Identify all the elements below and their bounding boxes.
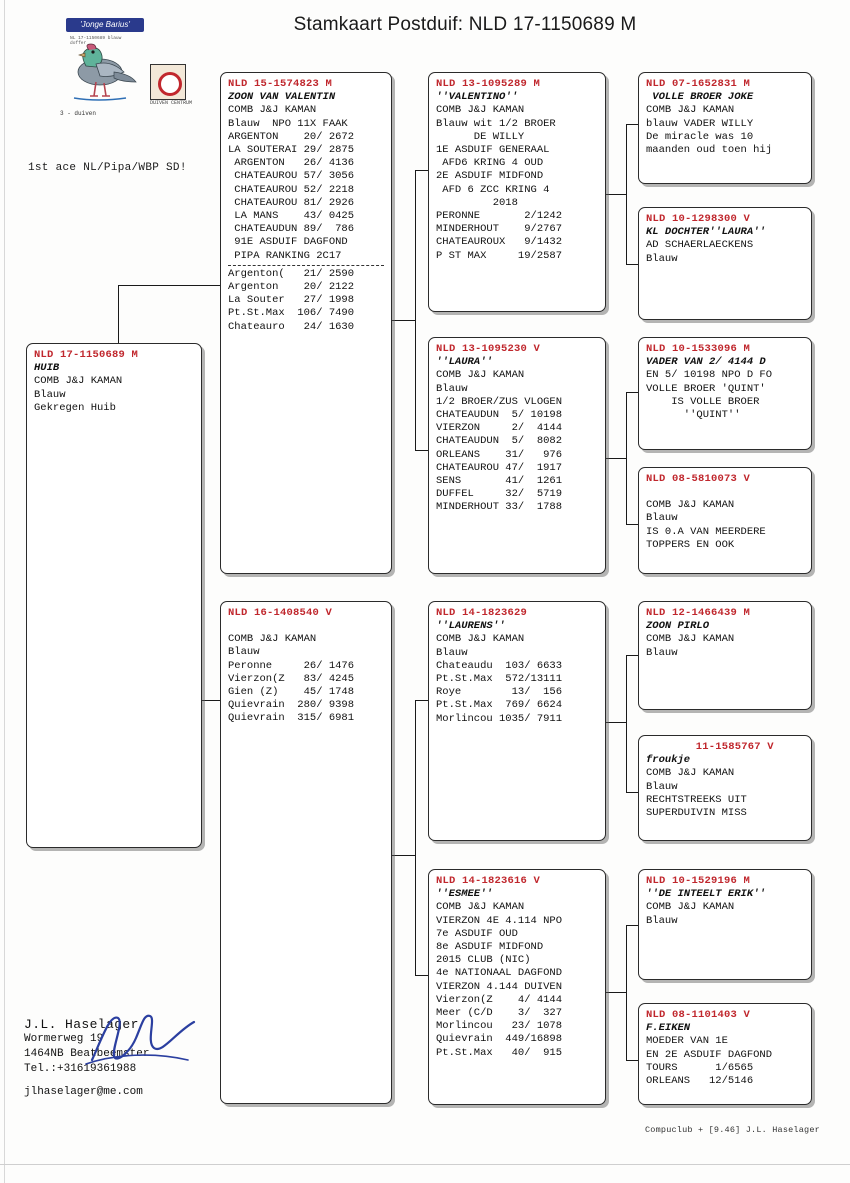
card-greatgrandparent-3[interactable]	[638, 337, 812, 450]
card-sire-line-4: ARGENTON 26/ 4136	[228, 157, 355, 170]
card-sire[interactable]	[220, 72, 392, 574]
card-sire-line2-2: La Souter 27/ 1998	[228, 294, 355, 307]
card-sire-line2-1: Argenton 20/ 2122	[228, 281, 355, 294]
card-gp3-line-4: Roye 13/ 156	[436, 686, 563, 699]
card-ggp3-line-2: IS VOLLE BROER	[646, 395, 760, 408]
card-ggp2-ring: NLD 10-1298300 V	[646, 213, 751, 225]
card-gp1-line-8: PERONNE 2/1242	[436, 210, 563, 223]
card-subject-line-2: Gekregen Huib	[34, 401, 116, 414]
card-greatgrandparent-6[interactable]	[638, 735, 812, 841]
card-gp1-line-3: 1E ASDUIF GENERAAL	[436, 144, 550, 157]
breeder-phone: Tel.:+31619361988	[24, 1063, 137, 1075]
card-sire-line-10: 91E ASDUIF DAGFOND	[228, 236, 348, 249]
card-gp3-line-0: COMB J&J KAMAN	[436, 633, 525, 646]
card-greatgrandparent-2[interactable]	[638, 207, 812, 320]
card-gp3-line-6: Morlincou 1035/ 7911	[436, 712, 563, 725]
logo-caption: NL 17-1150689 blauw doffer	[70, 36, 122, 46]
card-dam-line-1: Blauw	[228, 646, 260, 659]
card-ggp8-nick: F.EIKEN	[646, 1022, 691, 1035]
card-ggp6-line-0: COMB J&J KAMAN	[646, 767, 735, 780]
page-title: Stamkaart Postduif: NLD 17-1150689 M	[293, 14, 637, 35]
card-sire-line2-3: Pt.St.Max 106/ 7490	[228, 307, 355, 320]
card-ggp1-nick: VOLLE BROER JOKE	[646, 91, 754, 104]
card-gp2-line-8: SENS 41/ 1261	[436, 475, 563, 488]
card-gp4-line-4: 2015 CLUB (NIC)	[436, 954, 531, 967]
card-gp4-line-2: 7e ASDUIF OUD	[436, 927, 518, 940]
document-footer: Compuclub + [9.46] J.L. Haselager	[645, 1125, 820, 1135]
card-gp4-line-0: COMB J&J KAMAN	[436, 901, 525, 914]
card-dam-line-6: Quievrain 315/ 6981	[228, 712, 355, 725]
card-gp2-line-0: COMB J&J KAMAN	[436, 369, 525, 382]
card-gp3-line-3: Pt.St.Max 572/13111	[436, 673, 563, 686]
card-ggp1-line-3: maanden oud toen hij	[646, 144, 773, 157]
card-sire-line2-4: Chateauro 24/ 1630	[228, 320, 355, 333]
logo-emblem	[150, 64, 186, 100]
card-gp3-ring: NLD 14-1823629	[436, 607, 528, 619]
card-grandparent-1[interactable]	[428, 72, 606, 312]
card-ggp4-nick	[646, 486, 804, 499]
card-dam-ring: NLD 16-1408540 V	[228, 607, 333, 619]
connector-gp1-stub	[604, 194, 627, 195]
card-ggp4-line-3: TOPPERS EN OOK	[646, 538, 735, 551]
card-dam-nick	[228, 620, 384, 633]
card-ggp4-ring: NLD 08-5810073 V	[646, 473, 751, 485]
connector-gp3-vertical	[626, 655, 627, 792]
card-gp1-line-0: COMB J&J KAMAN	[436, 104, 525, 117]
breeder-email: jlhaselager@me.com	[24, 1086, 143, 1098]
connector-gp4-stub	[604, 992, 627, 993]
card-sire-line-9: CHATEAUDUN 89/ 786	[228, 223, 355, 236]
card-ggp4-line-2: IS 0.A VAN MEERDERE	[646, 525, 766, 538]
ring-icon	[158, 72, 182, 96]
card-dam-line-2: Peronne 26/ 1476	[228, 659, 355, 672]
card-ggp7-line-1: Blauw	[646, 914, 678, 927]
card-gp4-line-7: Vierzon(Z 4/ 4144	[436, 993, 563, 1006]
card-ggp8-line-1: EN 2E ASDUIF DAGFOND	[646, 1048, 773, 1061]
breeder-details	[24, 1017, 254, 1100]
connector-gp2-stub	[604, 458, 627, 459]
card-ggp5-line-1: Blauw	[646, 646, 678, 659]
scan-edge-left	[4, 0, 5, 1183]
card-gp2-line-9: DUFFEL 32/ 5719	[436, 488, 563, 501]
card-sire-line-8: LA MANS 43/ 0425	[228, 210, 355, 223]
card-grandparent-4[interactable]	[428, 869, 606, 1105]
card-sire-line-2: ARGENTON 20/ 2672	[228, 130, 355, 143]
card-gp3-line-5: Pt.St.Max 769/ 6624	[436, 699, 563, 712]
card-grandparent-3[interactable]	[428, 601, 606, 841]
card-ggp6-ring: 11-1585767 V	[676, 741, 774, 753]
card-ggp3-line-1: VOLLE BROER 'QUINT'	[646, 382, 766, 395]
card-greatgrandparent-4[interactable]	[638, 467, 812, 574]
card-ggp6-line-3: SUPERDUIVIN MISS	[646, 807, 747, 820]
card-subject-line-1: Blauw	[34, 388, 66, 401]
card-ggp5-nick: ZOON PIRLO	[646, 620, 710, 633]
card-ggp1-ring: NLD 07-1652831 M	[646, 78, 751, 90]
card-gp4-line-10: Quievrain 449/16898	[436, 1033, 563, 1046]
card-dam-line-4: Gien (Z) 45/ 1748	[228, 686, 355, 699]
connector-gp3-stub	[604, 722, 627, 723]
card-gp4-ring: NLD 14-1823616 V	[436, 875, 541, 887]
logo-bottom-caption: 3 - duiven	[60, 110, 97, 117]
card-ggp6-line-2: RECHTSTREEKS UIT	[646, 793, 747, 806]
logo-band-label: 'Jonge Barius'	[66, 18, 144, 32]
card-gp3-line-2: Chateaudu 103/ 6633	[436, 659, 563, 672]
card-subject-ring: NLD 17-1150689 M	[34, 349, 139, 361]
card-ggp7-line-0: COMB J&J KAMAN	[646, 901, 735, 914]
card-dam-line-3: Vierzon(Z 83/ 4245	[228, 672, 355, 685]
card-gp2-line-2: 1/2 BROER/ZUS VLOGEN	[436, 395, 563, 408]
card-dam-line-0: COMB J&J KAMAN	[228, 633, 317, 646]
card-ggp7-nick: ''DE INTEELT ERIK''	[646, 888, 766, 901]
card-ggp8-line-0: MOEDER VAN 1E	[646, 1035, 728, 1048]
card-sire-nick: ZOON VAN VALENTIN	[228, 91, 336, 104]
card-sire-line2-0: Argenton( 21/ 2590	[228, 267, 355, 280]
card-gp4-line-6: VIERZON 4.144 DUIVEN	[436, 980, 563, 993]
card-ggp1-line-0: COMB J&J KAMAN	[646, 104, 735, 117]
card-gp4-line-8: Meer (C/D 3/ 327	[436, 1007, 563, 1020]
card-greatgrandparent-7[interactable]	[638, 869, 812, 980]
card-gp2-nick: ''LAURA''	[436, 356, 493, 369]
card-ggp3-line-0: EN 5/ 10198 NPO D FO	[646, 369, 773, 382]
card-gp2-line-3: CHATEAUDUN 5/ 10198	[436, 409, 563, 422]
connector-subject-to-sire	[118, 285, 222, 286]
card-ggp4-line-1: Blauw	[646, 512, 678, 525]
card-gp1-line-10: CHATEAUROUX 9/1432	[436, 236, 563, 249]
card-greatgrandparent-8[interactable]	[638, 1003, 812, 1105]
card-gp2-line-6: ORLEANS 31/ 976	[436, 448, 563, 461]
card-gp1-line-9: MINDERHOUT 9/2767	[436, 223, 563, 236]
connector-dam-vertical	[415, 700, 416, 975]
pigeon-illustration	[56, 38, 140, 108]
card-sire-line-5: CHATEAUROU 57/ 3056	[228, 170, 355, 183]
card-ggp2-line-1: Blauw	[646, 252, 678, 265]
card-gp2-ring: NLD 13-1095230 V	[436, 343, 541, 355]
card-gp1-nick: ''VALENTINO''	[436, 91, 518, 104]
card-gp4-line-9: Morlincou 23/ 1078	[436, 1020, 563, 1033]
card-gp2-line-4: VIERZON 2/ 4144	[436, 422, 563, 435]
card-sire-ring: NLD 15-1574823 M	[228, 78, 333, 90]
card-ggp2-nick: KL DOCHTER''LAURA''	[646, 226, 766, 239]
card-gp1-ring: NLD 13-1095289 M	[436, 78, 541, 90]
card-gp3-nick: ''LAURENS''	[436, 620, 506, 633]
card-ggp8-ring: NLD 08-1101403 V	[646, 1009, 751, 1021]
scan-edge-bottom	[0, 1164, 850, 1165]
card-ggp6-line-1: Blauw	[646, 780, 678, 793]
card-gp1-line-1: Blauw wit 1/2 BROER	[436, 117, 556, 130]
breeder-logo	[30, 18, 195, 128]
card-ggp4-line-0: COMB J&J KAMAN	[646, 499, 735, 512]
card-sire-line-7: CHATEAUROU 81/ 2926	[228, 196, 355, 209]
connector-sire-vertical	[415, 170, 416, 450]
ace-note: 1st ace NL/Pipa/WBP SD!	[28, 162, 187, 174]
card-subject[interactable]	[26, 343, 202, 848]
card-ggp8-line-2: TOURS 1/6565	[646, 1061, 754, 1074]
connector-dam-stub	[390, 855, 416, 856]
card-sire-line-0: COMB J&J KAMAN	[228, 104, 317, 117]
card-sire-line-11: PIPA RANKING 2C17	[228, 249, 342, 262]
card-gp4-line-5: 4e NATIONAAL DAGFOND	[436, 967, 563, 980]
card-gp1-line-2: DE WILLY	[436, 130, 525, 143]
breeder-street: Wormerweg 19	[24, 1033, 104, 1045]
card-ggp6-nick: froukje	[646, 754, 691, 767]
card-ggp1-line-1: blauw VADER WILLY	[646, 117, 754, 130]
card-sire-divider	[228, 265, 384, 266]
card-ggp3-line-3: ''QUINT''	[646, 409, 741, 422]
card-ggp1-line-2: De miracle was 10	[646, 130, 754, 143]
card-gp2-line-5: CHATEAUDUN 5/ 8082	[436, 435, 563, 448]
card-gp2-line-10: MINDERHOUT 33/ 1788	[436, 501, 563, 514]
card-ggp3-ring: NLD 10-1533096 M	[646, 343, 751, 355]
card-gp3-line-1: Blauw	[436, 646, 468, 659]
card-gp4-line-3: 8e ASDUIF MIDFOND	[436, 941, 544, 954]
card-gp4-line-11: Pt.St.Max 40/ 915	[436, 1046, 563, 1059]
card-greatgrandparent-1[interactable]	[638, 72, 812, 184]
card-ggp5-line-0: COMB J&J KAMAN	[646, 633, 735, 646]
card-gp2-line-1: Blauw	[436, 382, 468, 395]
card-gp1-line-5: 2E ASDUIF MIDFOND	[436, 170, 544, 183]
card-sire-line-3: LA SOUTERAI 29/ 2875	[228, 144, 355, 157]
card-gp1-line-4: AFD6 KRING 4 OUD	[436, 157, 544, 170]
card-subject-nick: HUIB	[34, 362, 60, 375]
card-dam-line-5: Quievrain 280/ 9398	[228, 699, 355, 712]
breeder-city: 1464NB Beatbeemster	[24, 1048, 150, 1060]
card-gp4-line-1: VIERZON 4E 4.114 NPO	[436, 914, 563, 927]
card-gp4-nick: ''ESMEE''	[436, 888, 493, 901]
card-ggp7-ring: NLD 10-1529196 M	[646, 875, 751, 887]
card-gp1-line-7: 2018	[436, 196, 518, 209]
card-greatgrandparent-5[interactable]	[638, 601, 812, 710]
breeder-name: J.L. Haselager	[24, 1017, 139, 1032]
connector-sire-stub	[390, 320, 416, 321]
card-ggp2-line-0: AD SCHAERLAECKENS	[646, 239, 754, 252]
card-gp1-line-11: P ST MAX 19/2587	[436, 249, 563, 262]
logo-emblem-caption: DUIVEN CENTRUM	[149, 100, 192, 106]
card-ggp5-ring: NLD 12-1466439 M	[646, 607, 751, 619]
card-sire-line-1: Blauw NPO 11X FAAK	[228, 117, 348, 130]
card-ggp3-nick: VADER VAN 2/ 4144 D	[646, 356, 766, 369]
card-sire-line-6: CHATEAUROU 52/ 2218	[228, 183, 355, 196]
card-gp1-line-6: AFD 6 ZCC KRING 4	[436, 183, 550, 196]
card-gp2-line-7: CHATEAUROU 47/ 1917	[436, 461, 563, 474]
card-subject-line-0: COMB J&J KAMAN	[34, 375, 123, 388]
card-grandparent-2[interactable]	[428, 337, 606, 574]
card-ggp8-line-3: ORLEANS 12/5146	[646, 1075, 754, 1088]
